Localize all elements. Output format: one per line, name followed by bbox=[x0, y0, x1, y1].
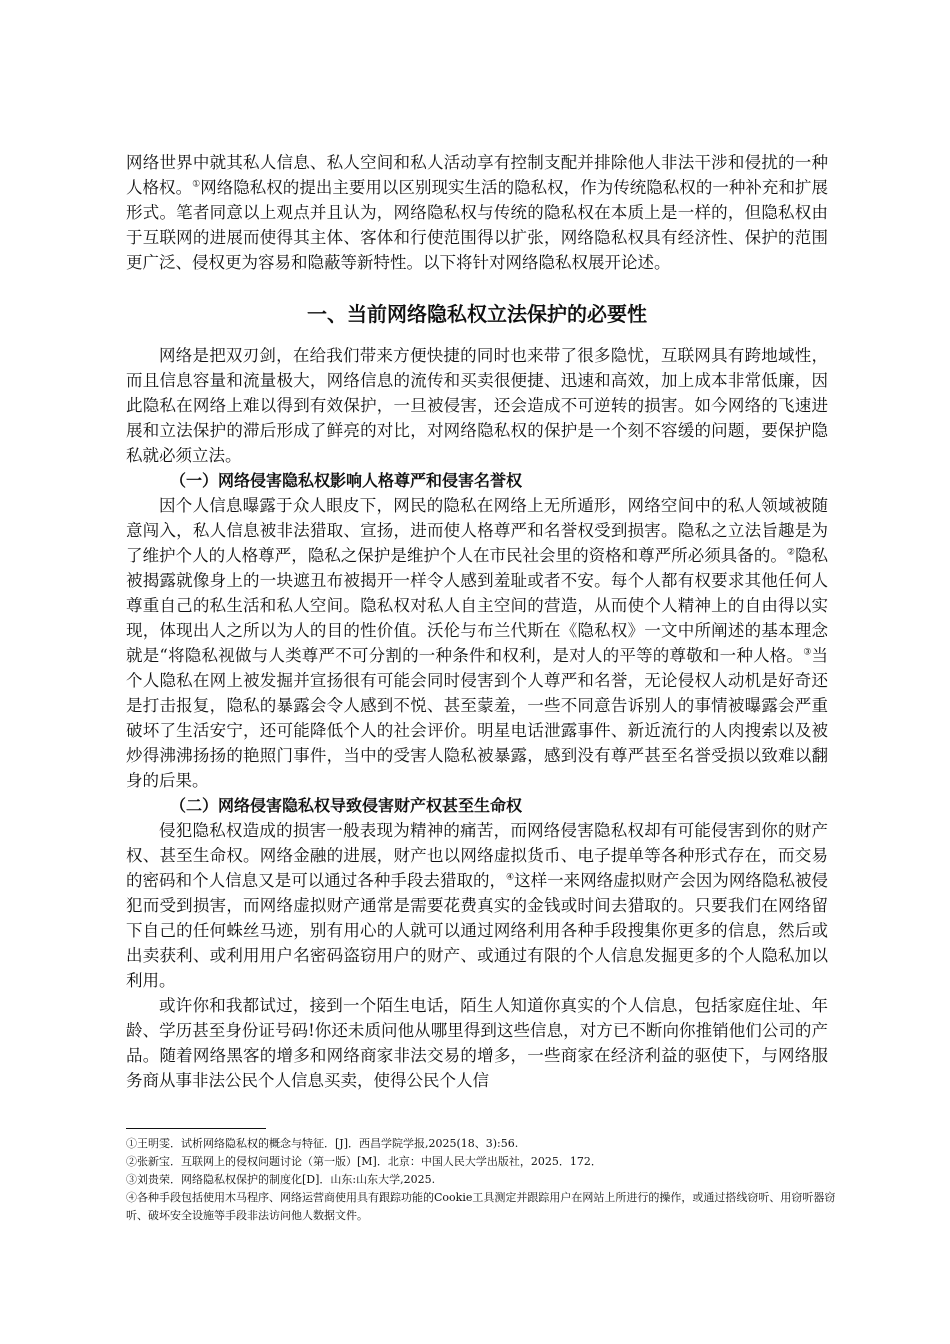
footnote-1: ①王明雯．试析网络隐私权的概念与特征．[J]．西昌学院学报,2025(18、3):56. bbox=[126, 1137, 519, 1150]
footnote-2: ②张新宝．互联网上的侵权问题讨论（第一版）[M]．北京：中国人民大学出版社，2025．172． bbox=[126, 1155, 602, 1168]
section-heading: 一、当前网络隐私权立法保护的必要性 bbox=[307, 302, 647, 326]
paragraph-3-text-b: 这样一来网络虚拟财产会因为网络隐私被侵犯而受到损害，而网络虚拟财产通常是需要花费真实的金钱或时间去猎取的。只要我们在网络留下自己的任何蛛丝马迹，别有用心的人就可以通过网络利用各种手段搜集你更多的信息，然后或出卖获利、或利用用户名密码盗窃用户的财产、或通过有限的个人信息发掘更多的个人隐私加以利用。 bbox=[126, 871, 829, 990]
footnote-ref-4: ④ bbox=[506, 872, 515, 883]
footnote-divider bbox=[126, 1128, 266, 1129]
paragraph-3-text-a: 侵犯隐私权造成的损害一般表现为精神的痛苦，而网络侵害隐私权却有可能侵害到你的财产权、甚至生命权。网络金融的进展，财产也以网络虚拟货币、电子提单等各种形式存在，而交易的密码和个人信息又是可以通过各种手段去猎取的， bbox=[126, 821, 828, 890]
paragraph-4: 或许你和我都试过，接到一个陌生电话，陌生人知道你真实的个人信息，包括家庭住址、年龄、学历甚至身份证号码!你还未质问他从哪里得到这些信息，对方已不断向你推销他们公司的产品。随着网络黑客的增多和网络商家非法交易的增多，一些商家在经济利益的驱使下，与网络服务商从事非法公民个人信息买卖，使得公民个人信 bbox=[126, 996, 828, 1090]
footnote-ref-1: ① bbox=[192, 179, 201, 190]
paragraph-2-text-b: 隐私被揭露就像身上的一块遮丑布被揭开一样令人感到羞耻或者不安。每个人都有权要求其他任何人尊重自己的私生活和私人空间。隐私权对私人自主空间的营造，从而使个人精神上的自由得以实现，体现出人之所以为人的目的性价值。沃伦与布兰代斯在《隐私权》一文中所阐述的基本理念就是“将隐私视做与人类尊严不可分割的一种条件和权利，是对人的平等的尊敬和一种人格。 bbox=[126, 546, 829, 665]
intro-text-b: 网络隐私权的提出主要用以区别现实生活的隐私权，作为传统隐私权的一种补充和扩展形式。笔者同意以上观点并且认为，网络隐私权与传统的隐私权在本质上是一样的，但隐私权由于互联网的进展而使得其主体、客体和行使范围得以扩张，网络隐私权具有经济性、保护的范围更广泛、侵权更为容易和隐蔽等新特性。以下将针对网络隐私权展开论述。 bbox=[126, 178, 828, 272]
paragraph-3 bbox=[126, 818, 828, 993]
subheading-1: （一）网络侵害隐私权影响人格尊严和侵害名誉权 bbox=[170, 471, 523, 490]
paragraph-2-text-a: 因个人信息曝露于众人眼皮下，网民的隐私在网络上无所遁形，网络空间中的私人领域被随意闯入，私人信息被非法猎取、宣扬，进而使人格尊严和名誉权受到损害。隐私之立法旨趣是为了维护个人的人格尊严，隐私之保护是维护个人在市民社会里的资格和尊严所必须具备的。 bbox=[126, 496, 828, 565]
footnote-ref-3: ③ bbox=[803, 647, 812, 658]
footnotes-section bbox=[126, 1128, 836, 1225]
paragraph-1: 网络是把双刃剑，在给我们带来方便快捷的同时也来带了很多隐忧，互联网具有跨地域性，而且信息容量和流量极大，网络信息的流传和买卖很便捷、迅速和高效，加上成本非常低廉，因此隐私在网络上难以得到有效保护，一旦被侵害，还会造成不可逆转的损害。如今网络的飞速进展和立法保护的滞后形成了鲜亮的对比，对网络隐私权的保护是一个刻不容缓的问题，要保护隐私就必须立法。 bbox=[126, 346, 828, 465]
intro-text-a: 网络世界中就其私人信息、私人空间和私人活动享有控制支配并排除他人非法干涉和侵扰的一种人格权。 bbox=[126, 153, 828, 197]
footnote-ref-2: ② bbox=[786, 547, 795, 558]
footnote-3: ③刘贵荣．网络隐私权保护的制度化[D]．山东:山东大学,2025. bbox=[126, 1173, 436, 1186]
subheading-2: （二）网络侵害隐私权导致侵害财产权甚至生命权 bbox=[170, 796, 523, 815]
paragraph-2 bbox=[126, 493, 828, 793]
intro-paragraph bbox=[126, 150, 828, 275]
document-body bbox=[126, 150, 828, 1093]
paragraph-2-text-c: 当个人隐私在网上被发掘并宣扬很有可能会同时侵害到个人尊严和名誉，无论侵权人动机是好奇还是打击报复，隐私的暴露会令人感到不悦、甚至蒙羞，一些不同意告诉别人的事情被曝露会严重破坏了生活安宁，还可能降低个人的社会评价。明星电话泄露事件、新近流行的人肉搜索以及被炒得沸沸扬扬的艳照门事件，当中的受害人隐私被暴露，感到没有尊严甚至名誉受损以致难以翻身的后果。 bbox=[126, 646, 829, 790]
footnote-4: ④各种手段包括使用木马程序、网络运营商使用具有跟踪功能的Cookie工具测定并跟踪用户在网站上所进行的操作，或通过搭线窃听、用窃听器窃听、破坏安全设施等手段非法访问他人数据文件。 bbox=[126, 1191, 836, 1222]
